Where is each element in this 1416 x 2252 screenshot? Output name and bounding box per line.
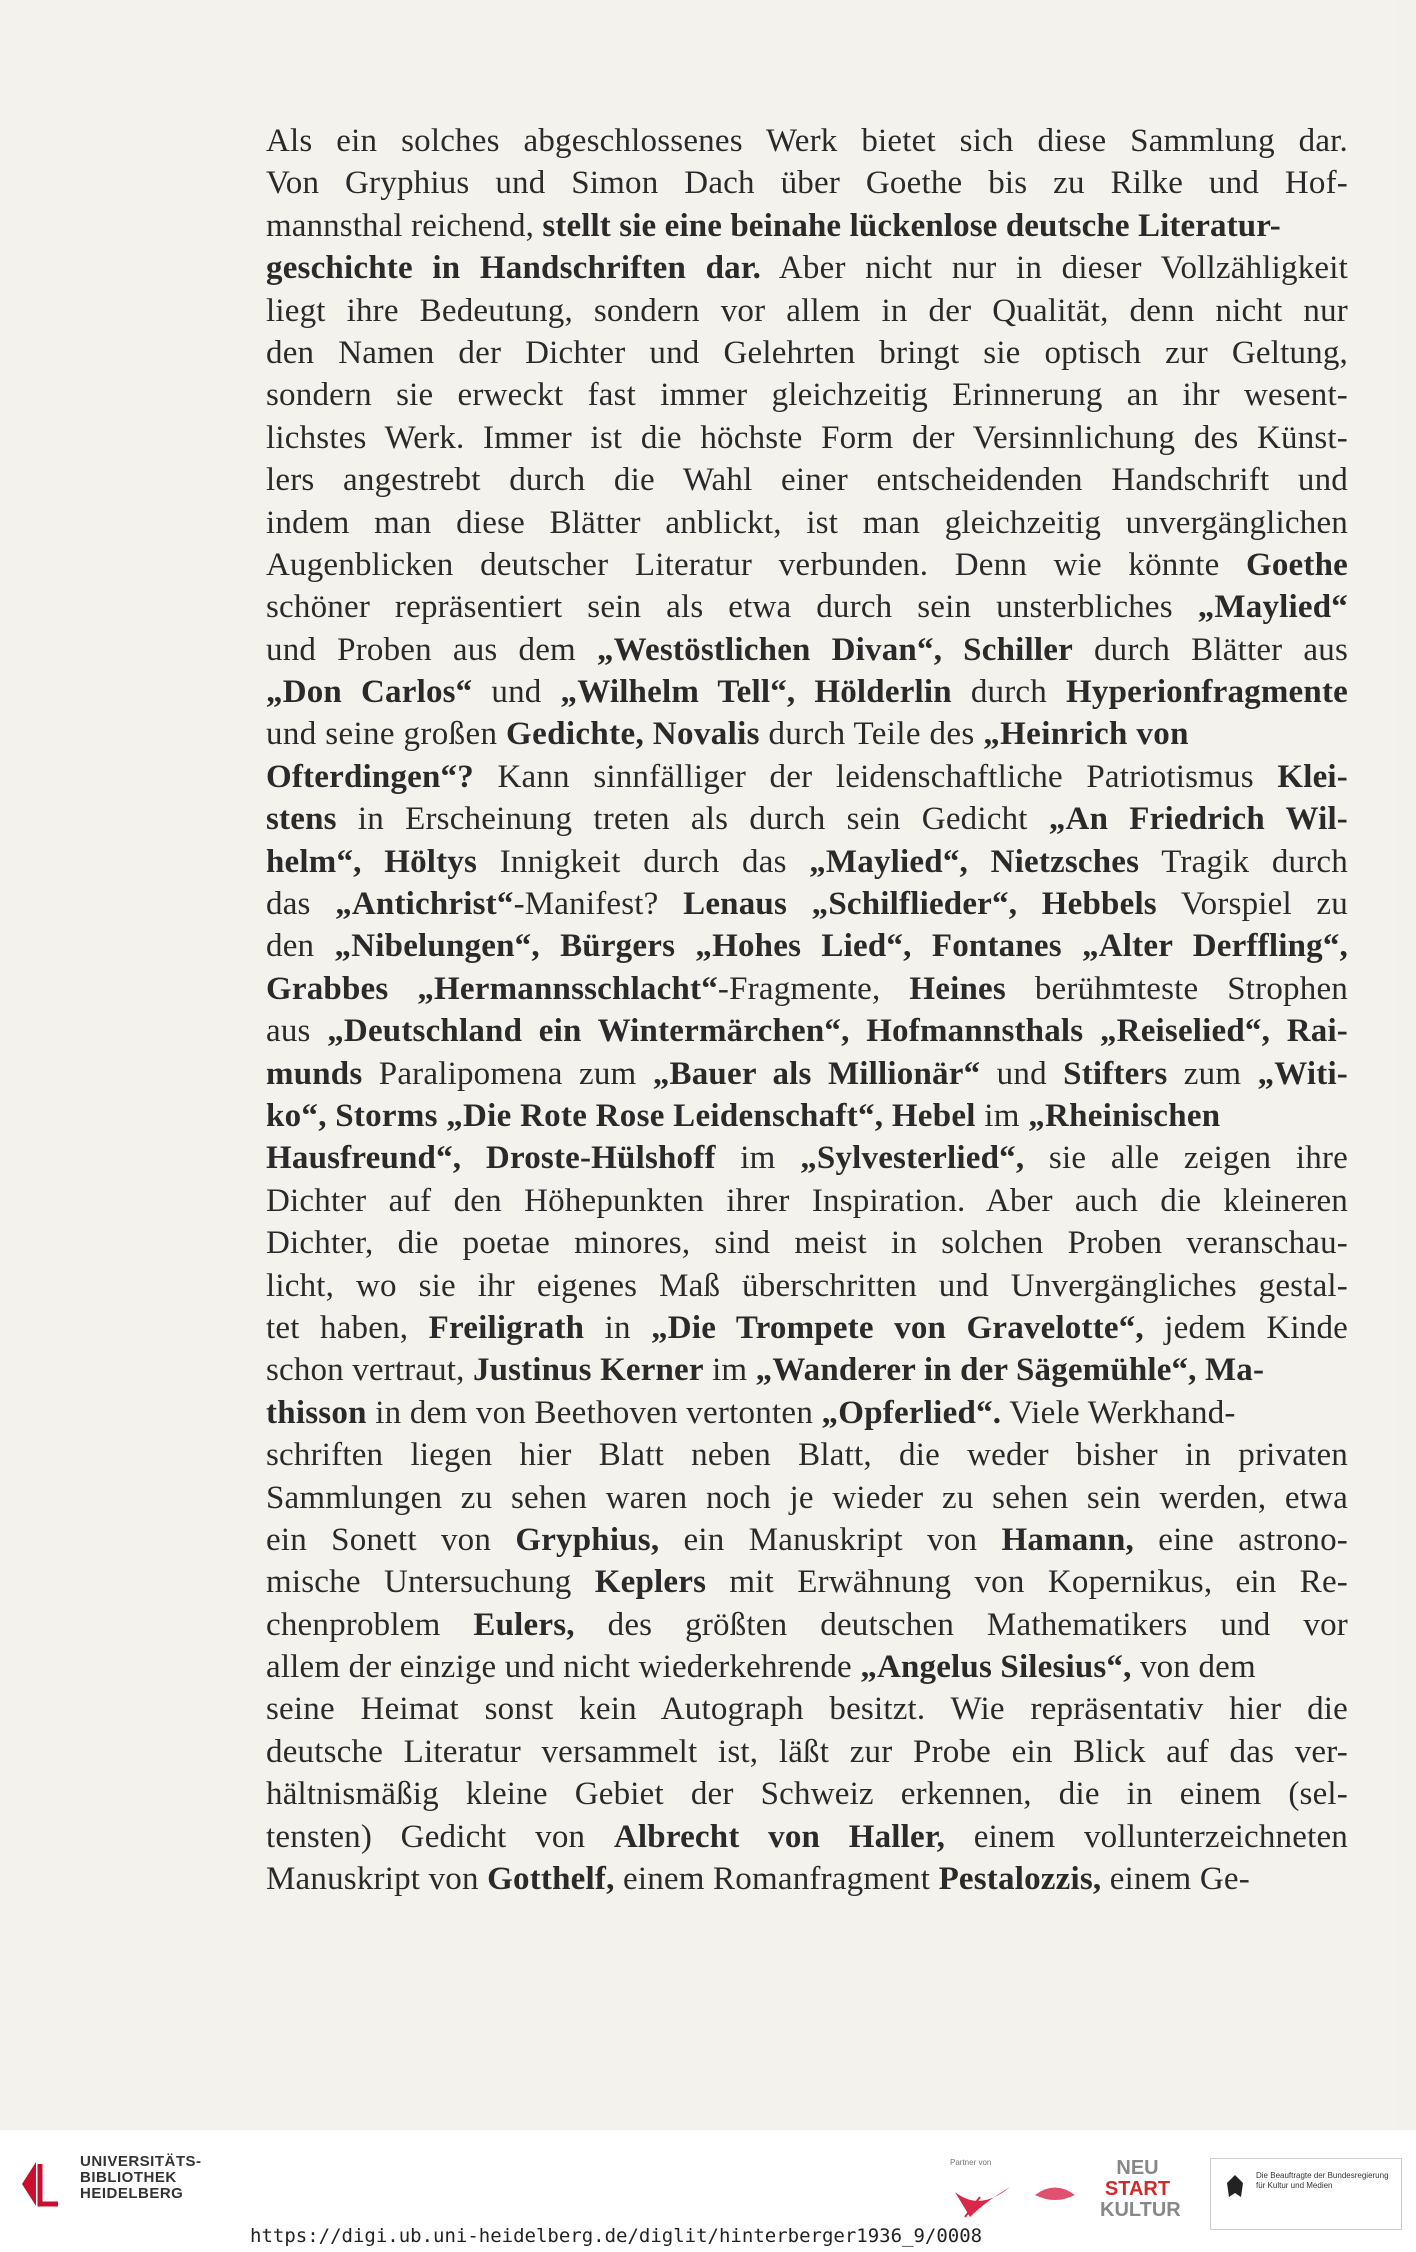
text-segment: seine Heimat sonst kein Autograph besitzt. Wie repräsentativ hier die — [266, 1691, 1348, 1728]
text-line — [266, 1604, 1348, 1646]
text-line-content — [266, 1349, 1264, 1391]
ddb-logo-icon — [950, 2172, 1020, 2232]
text-line-content — [266, 544, 1348, 586]
text-line-content — [266, 968, 1348, 1010]
text-line-content — [266, 1307, 1348, 1349]
text-line — [266, 798, 1348, 840]
bold-segment: „Maylied“ — [1197, 589, 1348, 626]
text-line — [266, 1731, 1348, 1773]
text-segment: Viele Werkhand- — [1001, 1394, 1236, 1431]
bold-segment: Grabbes „Hermannsschlacht“ — [266, 970, 718, 1007]
text-line-content — [266, 1434, 1348, 1476]
text-segment: das — [266, 886, 336, 923]
bold-segment: „Heinrich von — [983, 716, 1189, 753]
text-line — [266, 1222, 1348, 1264]
text-segment: Innigkeit durch das — [477, 843, 810, 880]
bkm-text — [1256, 2171, 1389, 2191]
text-segment: aus — [266, 1013, 328, 1050]
bold-segment: Justinus Kerner — [472, 1352, 704, 1389]
text-segment: eine astrono- — [1133, 1521, 1348, 1558]
text-segment: indem man diese Blätter anblickt, ist man gleichzeitig unvergänglichen — [266, 504, 1348, 541]
ub-heidelberg-logo-icon[interactable] — [14, 2154, 74, 2214]
text-line-content — [266, 247, 1348, 289]
text-segment: den Namen der Dichter und Gelehrten bringt sie optisch zur Geltung, — [266, 334, 1348, 371]
text-segment: Tragik durch — [1139, 843, 1348, 880]
text-line-content — [266, 1265, 1348, 1307]
text-line — [266, 968, 1348, 1010]
bold-segment: „An Friedrich Wil- — [1048, 801, 1348, 838]
bold-segment: ko“, Storms „Die Rote Rose Leidenschaft“, Hebel — [266, 1097, 976, 1134]
bold-segment: Ofterdingen“? — [266, 758, 474, 795]
text-line-content — [266, 1095, 1220, 1137]
text-line-content — [266, 629, 1348, 671]
library-name-line: BIBLIOTHEK — [80, 2169, 177, 2186]
text-segment: Dichter, die poetae minores, sind meist in solchen Proben veranschau- — [266, 1225, 1348, 1262]
text-line-content — [266, 1010, 1348, 1052]
neustart-line: KULTUR — [1100, 2199, 1181, 2221]
bkm-text-line: für Kultur und Medien — [1256, 2181, 1333, 2190]
bold-segment: Keplers — [594, 1564, 707, 1601]
text-line — [266, 1858, 1348, 1900]
text-line — [266, 417, 1348, 459]
text-line-content — [266, 1392, 1236, 1434]
text-line-content — [266, 162, 1348, 204]
text-segment: liegt ihre Bedeutung, sondern vor allem in der Qualität, denn nicht nur — [266, 292, 1348, 329]
text-segment: im — [703, 1352, 756, 1389]
text-line — [266, 1095, 1348, 1137]
text-segment: Paralipomena zum — [362, 1055, 653, 1092]
text-segment: in — [584, 1309, 652, 1346]
bold-segment: Hamann, — [1001, 1521, 1134, 1558]
text-line — [266, 502, 1348, 544]
text-segment: tet haben, — [266, 1309, 429, 1346]
text-line — [266, 1477, 1348, 1519]
neustart-kultur-logo — [1100, 2157, 1181, 2221]
neustart-line: NEU — [1116, 2157, 1159, 2179]
text-segment: schriften liegen hier Blatt neben Blatt, die weder bisher in privaten — [266, 1437, 1348, 1474]
page-url[interactable]: https://digi.ub.uni-heidelberg.de/diglit/hinterberger1936_9/0008 — [250, 2225, 983, 2247]
text-segment: allem der einzige und nicht wiederkehrende — [266, 1649, 861, 1686]
bold-segment: „Witi- — [1257, 1055, 1348, 1092]
bold-segment: „Angelus Silesius“, — [860, 1649, 1132, 1686]
text-segment: einem vollunterzeichneten — [945, 1818, 1348, 1855]
bold-segment: Lenaus „Schilflieder“, Hebbels — [683, 886, 1157, 923]
text-line-content — [266, 1688, 1348, 1730]
bold-segment: Stifters — [1063, 1055, 1168, 1092]
text-segment: durch — [951, 674, 1066, 711]
bold-segment: „Die Trompete von Gravelotte“, — [651, 1309, 1144, 1346]
text-segment: -Fragmente, — [717, 970, 910, 1007]
text-segment: des größten deutschen Mathematikers und vor — [574, 1606, 1348, 1643]
bold-segment: „Nibelungen“, Bürgers „Hohes Lied“, Fontanes „Alter Derffling“, — [334, 928, 1348, 965]
bold-segment: stellt sie eine beinahe lückenlose deutsche Literatur- — [542, 207, 1281, 244]
text-line — [266, 713, 1348, 755]
text-line — [266, 1688, 1348, 1730]
text-segment: im — [715, 1140, 801, 1177]
text-segment: licht, wo sie ihr eigenes Maß überschritten und Unvergängliches gestal- — [266, 1267, 1348, 1304]
text-segment: Manuskript von — [266, 1861, 488, 1898]
text-segment: lers angestrebt durch die Wahl einer entscheidenden Handschrift und — [266, 462, 1348, 499]
text-line — [266, 671, 1348, 713]
bold-segment: Heines — [909, 970, 1006, 1007]
text-line — [266, 332, 1348, 374]
bold-segment: „Opferlied“. — [821, 1394, 1002, 1431]
text-line — [266, 374, 1348, 416]
text-line-content — [266, 205, 1281, 247]
bold-segment: Goethe — [1245, 546, 1348, 583]
text-line — [266, 1816, 1348, 1858]
text-segment: jedem Kinde — [1143, 1309, 1348, 1346]
text-line — [266, 247, 1348, 289]
text-segment: in dem von Beethoven vertonten — [366, 1394, 822, 1431]
text-line-content — [266, 756, 1348, 798]
text-segment: von dem — [1131, 1649, 1256, 1686]
text-segment: durch Blätter aus — [1072, 631, 1348, 668]
text-segment: mannsthal reichend, — [266, 207, 543, 244]
text-line-content — [266, 1646, 1256, 1688]
partner-label: Partner von — [950, 2158, 992, 2167]
bold-segment: „Rheinischen — [1028, 1097, 1221, 1134]
bold-segment: geschichte in Handschriften dar. — [266, 250, 762, 287]
text-line-content — [266, 1731, 1348, 1773]
bold-segment: „Maylied“, Nietzsches — [809, 843, 1140, 880]
bold-segment: munds — [266, 1055, 363, 1092]
text-line — [266, 1561, 1348, 1603]
text-segment: Augenblicken deutscher Literatur verbunden. Denn wie könnte — [266, 546, 1246, 583]
text-segment: und — [980, 1055, 1064, 1092]
text-line — [266, 841, 1348, 883]
bold-segment: „Deutschland ein Wintermärchen“, Hofmannsthals „Reiselied“, Rai- — [327, 1013, 1348, 1050]
text-line-content — [266, 1519, 1348, 1561]
text-line-content — [266, 290, 1348, 332]
bold-segment: „Wanderer in der Sägemühle“, Ma- — [755, 1352, 1265, 1389]
text-line-content — [266, 459, 1348, 501]
text-segment: im — [975, 1097, 1029, 1134]
bold-segment: Gotthelf, — [487, 1861, 615, 1898]
text-segment: chenproblem — [266, 1606, 474, 1643]
text-line-content — [266, 1180, 1348, 1222]
text-line — [266, 1519, 1348, 1561]
text-segment: Kann sinnfälliger der leidenschaftliche Patriotismus — [473, 758, 1278, 795]
text-segment: tensten) Gedicht von — [266, 1818, 614, 1855]
text-line-content — [266, 1053, 1348, 1095]
text-segment: Sammlungen zu sehen waren noch je wieder zu sehen sein werden, etwa — [266, 1479, 1348, 1516]
text-segment: durch Teile des — [759, 716, 984, 753]
text-line — [266, 1392, 1348, 1434]
text-line-content — [266, 713, 1189, 755]
text-line — [266, 1265, 1348, 1307]
text-line — [266, 205, 1348, 247]
bkm-logo — [1210, 2158, 1402, 2230]
text-segment: zum — [1167, 1055, 1258, 1092]
text-segment: ein Sonett von — [266, 1521, 516, 1558]
text-line-content — [266, 417, 1348, 459]
bold-segment: thisson — [266, 1394, 367, 1431]
text-segment: den — [266, 928, 335, 965]
text-line-content — [266, 1477, 1348, 1519]
text-line-content — [266, 883, 1348, 925]
text-line-content — [266, 1604, 1348, 1646]
text-line-content — [266, 1773, 1348, 1815]
body-text — [266, 120, 1348, 1900]
text-line — [266, 1307, 1348, 1349]
bold-segment: Hyperionfragmente — [1066, 674, 1348, 711]
text-line-content — [266, 1816, 1348, 1858]
text-segment: mit Erwähnung von Kopernikus, ein Re- — [706, 1564, 1348, 1601]
footer-bar — [0, 2130, 1416, 2252]
library-name-line: UNIVERSITÄTS- — [80, 2153, 202, 2170]
library-name — [80, 2154, 202, 2202]
bold-segment: „Westöstlichen Divan“, Schiller — [596, 631, 1073, 668]
bold-segment: stens — [266, 801, 337, 838]
text-line — [266, 290, 1348, 332]
text-segment: deutsche Literatur versammelt ist, läßt zur Probe ein Blick auf das ver- — [266, 1733, 1348, 1770]
text-line — [266, 1180, 1348, 1222]
text-segment: schon vertraut, — [266, 1352, 473, 1389]
text-line-content — [266, 1561, 1348, 1603]
text-line — [266, 1010, 1348, 1052]
neustart-line: START — [1104, 2178, 1171, 2200]
bold-segment: Klei- — [1277, 758, 1348, 795]
text-line — [266, 544, 1348, 586]
bold-segment: „Antichrist“ — [335, 886, 514, 923]
text-line-content — [266, 1861, 1250, 1897]
text-segment: Dichter auf den Höhepunkten ihrer Inspiration. Aber auch die kleineren — [266, 1182, 1348, 1219]
library-name-line: HEIDELBERG — [80, 2185, 184, 2202]
text-line — [266, 1434, 1348, 1476]
text-line — [266, 756, 1348, 798]
text-line — [266, 120, 1348, 162]
text-segment: und Proben aus dem — [266, 631, 597, 668]
text-line — [266, 1646, 1348, 1688]
text-segment: berühmteste Strophen — [1005, 970, 1348, 1007]
text-line-content — [266, 841, 1348, 883]
text-line — [266, 1137, 1348, 1179]
text-line — [266, 162, 1348, 204]
bold-segment: Pestalozzis, — [938, 1861, 1102, 1898]
text-line-content — [266, 798, 1348, 840]
text-segment: hältnismäßig kleine Gebiet der Schweiz erkennen, die in einem (sel- — [266, 1776, 1348, 1813]
text-segment: ein Manuskript von — [659, 1521, 1002, 1558]
text-segment: -Manifest? — [513, 886, 684, 923]
text-segment: schöner repräsentiert sein als etwa durch sein unsterbliches — [266, 589, 1198, 626]
eagle-icon — [1223, 2173, 1247, 2201]
bold-segment: „Bauer als Millionär“ — [652, 1055, 981, 1092]
bold-segment: helm“, Höltys — [266, 843, 478, 880]
bkm-text-line: Die Beauftragte der Bundesregierung — [1256, 2171, 1389, 2180]
text-segment: mische Untersuchung — [266, 1564, 595, 1601]
text-line — [266, 459, 1348, 501]
text-segment: Von Gryphius und Simon Dach über Goethe bis zu Rilke und Hof- — [266, 165, 1348, 202]
text-segment: und — [472, 674, 561, 711]
bold-segment: Hausfreund“, Droste-Hülshoff — [266, 1140, 716, 1177]
text-segment: Aber nicht nur in dieser Vollzähligkeit — [761, 250, 1348, 287]
text-line — [266, 1773, 1348, 1815]
text-segment: einem Romanfragment — [614, 1861, 939, 1898]
text-segment: sondern sie erweckt fast immer gleichzeitig Erinnerung an ihr wesent- — [266, 377, 1348, 414]
text-line — [266, 883, 1348, 925]
bold-segment: „Sylvesterlied“, — [800, 1140, 1025, 1177]
text-segment: lichstes Werk. Immer ist die höchste Form der Versinnlichung des Künst- — [266, 419, 1348, 456]
text-line-content — [266, 374, 1348, 416]
text-line — [266, 1053, 1348, 1095]
bold-segment: Gedichte, Novalis — [506, 716, 760, 753]
text-segment: in Erscheinung treten als durch sein Gedicht — [336, 801, 1049, 838]
bold-segment: Gryphius, — [515, 1521, 660, 1558]
text-line-content — [266, 586, 1348, 628]
text-line — [266, 1349, 1348, 1391]
bold-segment: „Wilhelm Tell“, Hölderlin — [560, 674, 952, 711]
text-segment: und seine großen — [266, 716, 507, 753]
bold-segment: Eulers, — [473, 1606, 575, 1643]
text-segment: Vorspiel zu — [1156, 886, 1348, 923]
text-line — [266, 586, 1348, 628]
bold-segment: Albrecht von Haller, — [613, 1818, 946, 1855]
text-segment: einem Ge- — [1101, 1861, 1250, 1898]
text-line-content — [266, 1222, 1348, 1264]
text-line-content — [266, 1137, 1348, 1179]
text-segment: Als ein solches abgeschlossenes Werk bietet sich diese Sammlung dar. — [266, 123, 1348, 159]
partner-logo-icon — [1025, 2175, 1085, 2215]
text-line-content — [266, 925, 1348, 967]
text-line-content — [266, 332, 1348, 374]
text-line-content — [266, 671, 1348, 713]
text-segment: sie alle zeigen ihre — [1024, 1140, 1348, 1177]
text-line — [266, 629, 1348, 671]
text-line-content — [266, 120, 1348, 162]
text-line-content — [266, 502, 1348, 544]
bold-segment: „Don Carlos“ — [266, 674, 473, 711]
bold-segment: Freiligrath — [428, 1309, 585, 1346]
text-line — [266, 925, 1348, 967]
